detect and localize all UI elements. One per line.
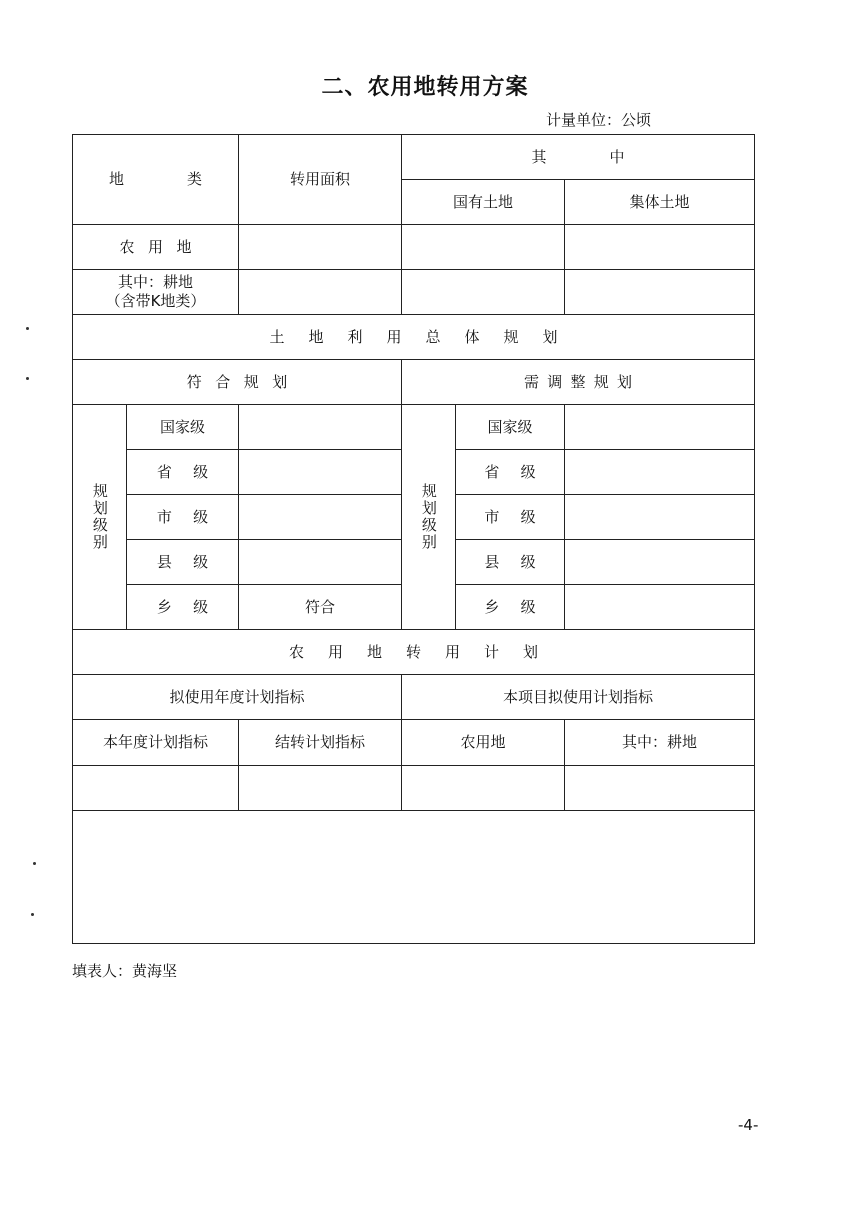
scan-speck xyxy=(31,913,34,916)
page-title: 二、农用地转用方案 xyxy=(321,75,529,100)
level-township-right: 乡 级 xyxy=(456,585,565,630)
this-year-quota-value[interactable] xyxy=(73,766,239,811)
collective-land-header: 集体土地 xyxy=(565,180,755,225)
level-national-left-value[interactable] xyxy=(239,405,402,450)
conversion-plan-heading: 农用地转用计划 xyxy=(73,630,755,675)
level-county-left-value[interactable] xyxy=(239,540,402,585)
farmland-row-label: 农用地 xyxy=(73,225,239,270)
arable-row-label xyxy=(73,270,239,315)
arable-label-line1: 其中：耕地 xyxy=(118,273,194,292)
level-township-left-value[interactable]: 符合 xyxy=(239,585,402,630)
land-type-header: 地 类 xyxy=(73,135,239,225)
arable-collective-cell[interactable] xyxy=(565,270,755,315)
level-national-right-value[interactable] xyxy=(565,405,755,450)
scan-speck xyxy=(26,377,29,380)
arable-label-line2: （含带K地类） xyxy=(105,292,206,310)
level-county-left: 县 级 xyxy=(127,540,239,585)
level-city-right: 市 级 xyxy=(456,495,565,540)
annual-quota-heading: 拟使用年度计划指标 xyxy=(73,675,402,720)
form-filler: 填表人：黄海坚 xyxy=(72,962,178,980)
level-city-left: 市 级 xyxy=(127,495,239,540)
quota-farmland-header: 农用地 xyxy=(402,720,565,766)
plan-level-label-left: 规划级别 xyxy=(73,405,127,630)
remarks-area[interactable] xyxy=(73,811,755,944)
carryover-quota-header: 结转计划指标 xyxy=(239,720,402,766)
level-province-left-value[interactable] xyxy=(239,450,402,495)
farmland-area-cell[interactable] xyxy=(239,225,402,270)
land-use-plan-heading: 土地利用总体规划 xyxy=(73,315,755,360)
quota-farmland-value[interactable] xyxy=(402,766,565,811)
of-which-header: 其 中 xyxy=(402,135,755,180)
level-province-right-value[interactable] xyxy=(565,450,755,495)
this-year-quota-header: 本年度计划指标 xyxy=(73,720,239,766)
adjust-plan-heading: 需调整规划 xyxy=(402,360,755,405)
level-province-left: 省 级 xyxy=(127,450,239,495)
converted-area-header: 转用面积 xyxy=(239,135,402,225)
farmland-collective-cell[interactable] xyxy=(565,225,755,270)
level-province-right: 省 级 xyxy=(456,450,565,495)
scan-speck xyxy=(33,862,36,865)
quota-arable-header: 其中：耕地 xyxy=(565,720,755,766)
page-number: -4- xyxy=(738,1116,759,1134)
level-township-left: 乡 级 xyxy=(127,585,239,630)
plan-level-label-right: 规划级别 xyxy=(402,405,456,630)
level-national-right: 国家级 xyxy=(456,405,565,450)
level-national-left: 国家级 xyxy=(127,405,239,450)
level-city-left-value[interactable] xyxy=(239,495,402,540)
farmland-state-cell[interactable] xyxy=(402,225,565,270)
level-city-right-value[interactable] xyxy=(565,495,755,540)
arable-state-cell[interactable] xyxy=(402,270,565,315)
arable-area-cell[interactable] xyxy=(239,270,402,315)
scan-speck xyxy=(26,327,29,330)
state-land-header: 国有土地 xyxy=(402,180,565,225)
quota-arable-value[interactable] xyxy=(565,766,755,811)
project-quota-heading: 本项目拟使用计划指标 xyxy=(402,675,755,720)
unit-label: 计量单位：公顷 xyxy=(546,111,652,129)
level-county-right: 县 级 xyxy=(456,540,565,585)
level-township-right-value[interactable] xyxy=(565,585,755,630)
level-county-right-value[interactable] xyxy=(565,540,755,585)
land-conversion-form xyxy=(72,134,755,944)
conforms-plan-heading: 符合规划 xyxy=(73,360,402,405)
carryover-quota-value[interactable] xyxy=(239,766,402,811)
